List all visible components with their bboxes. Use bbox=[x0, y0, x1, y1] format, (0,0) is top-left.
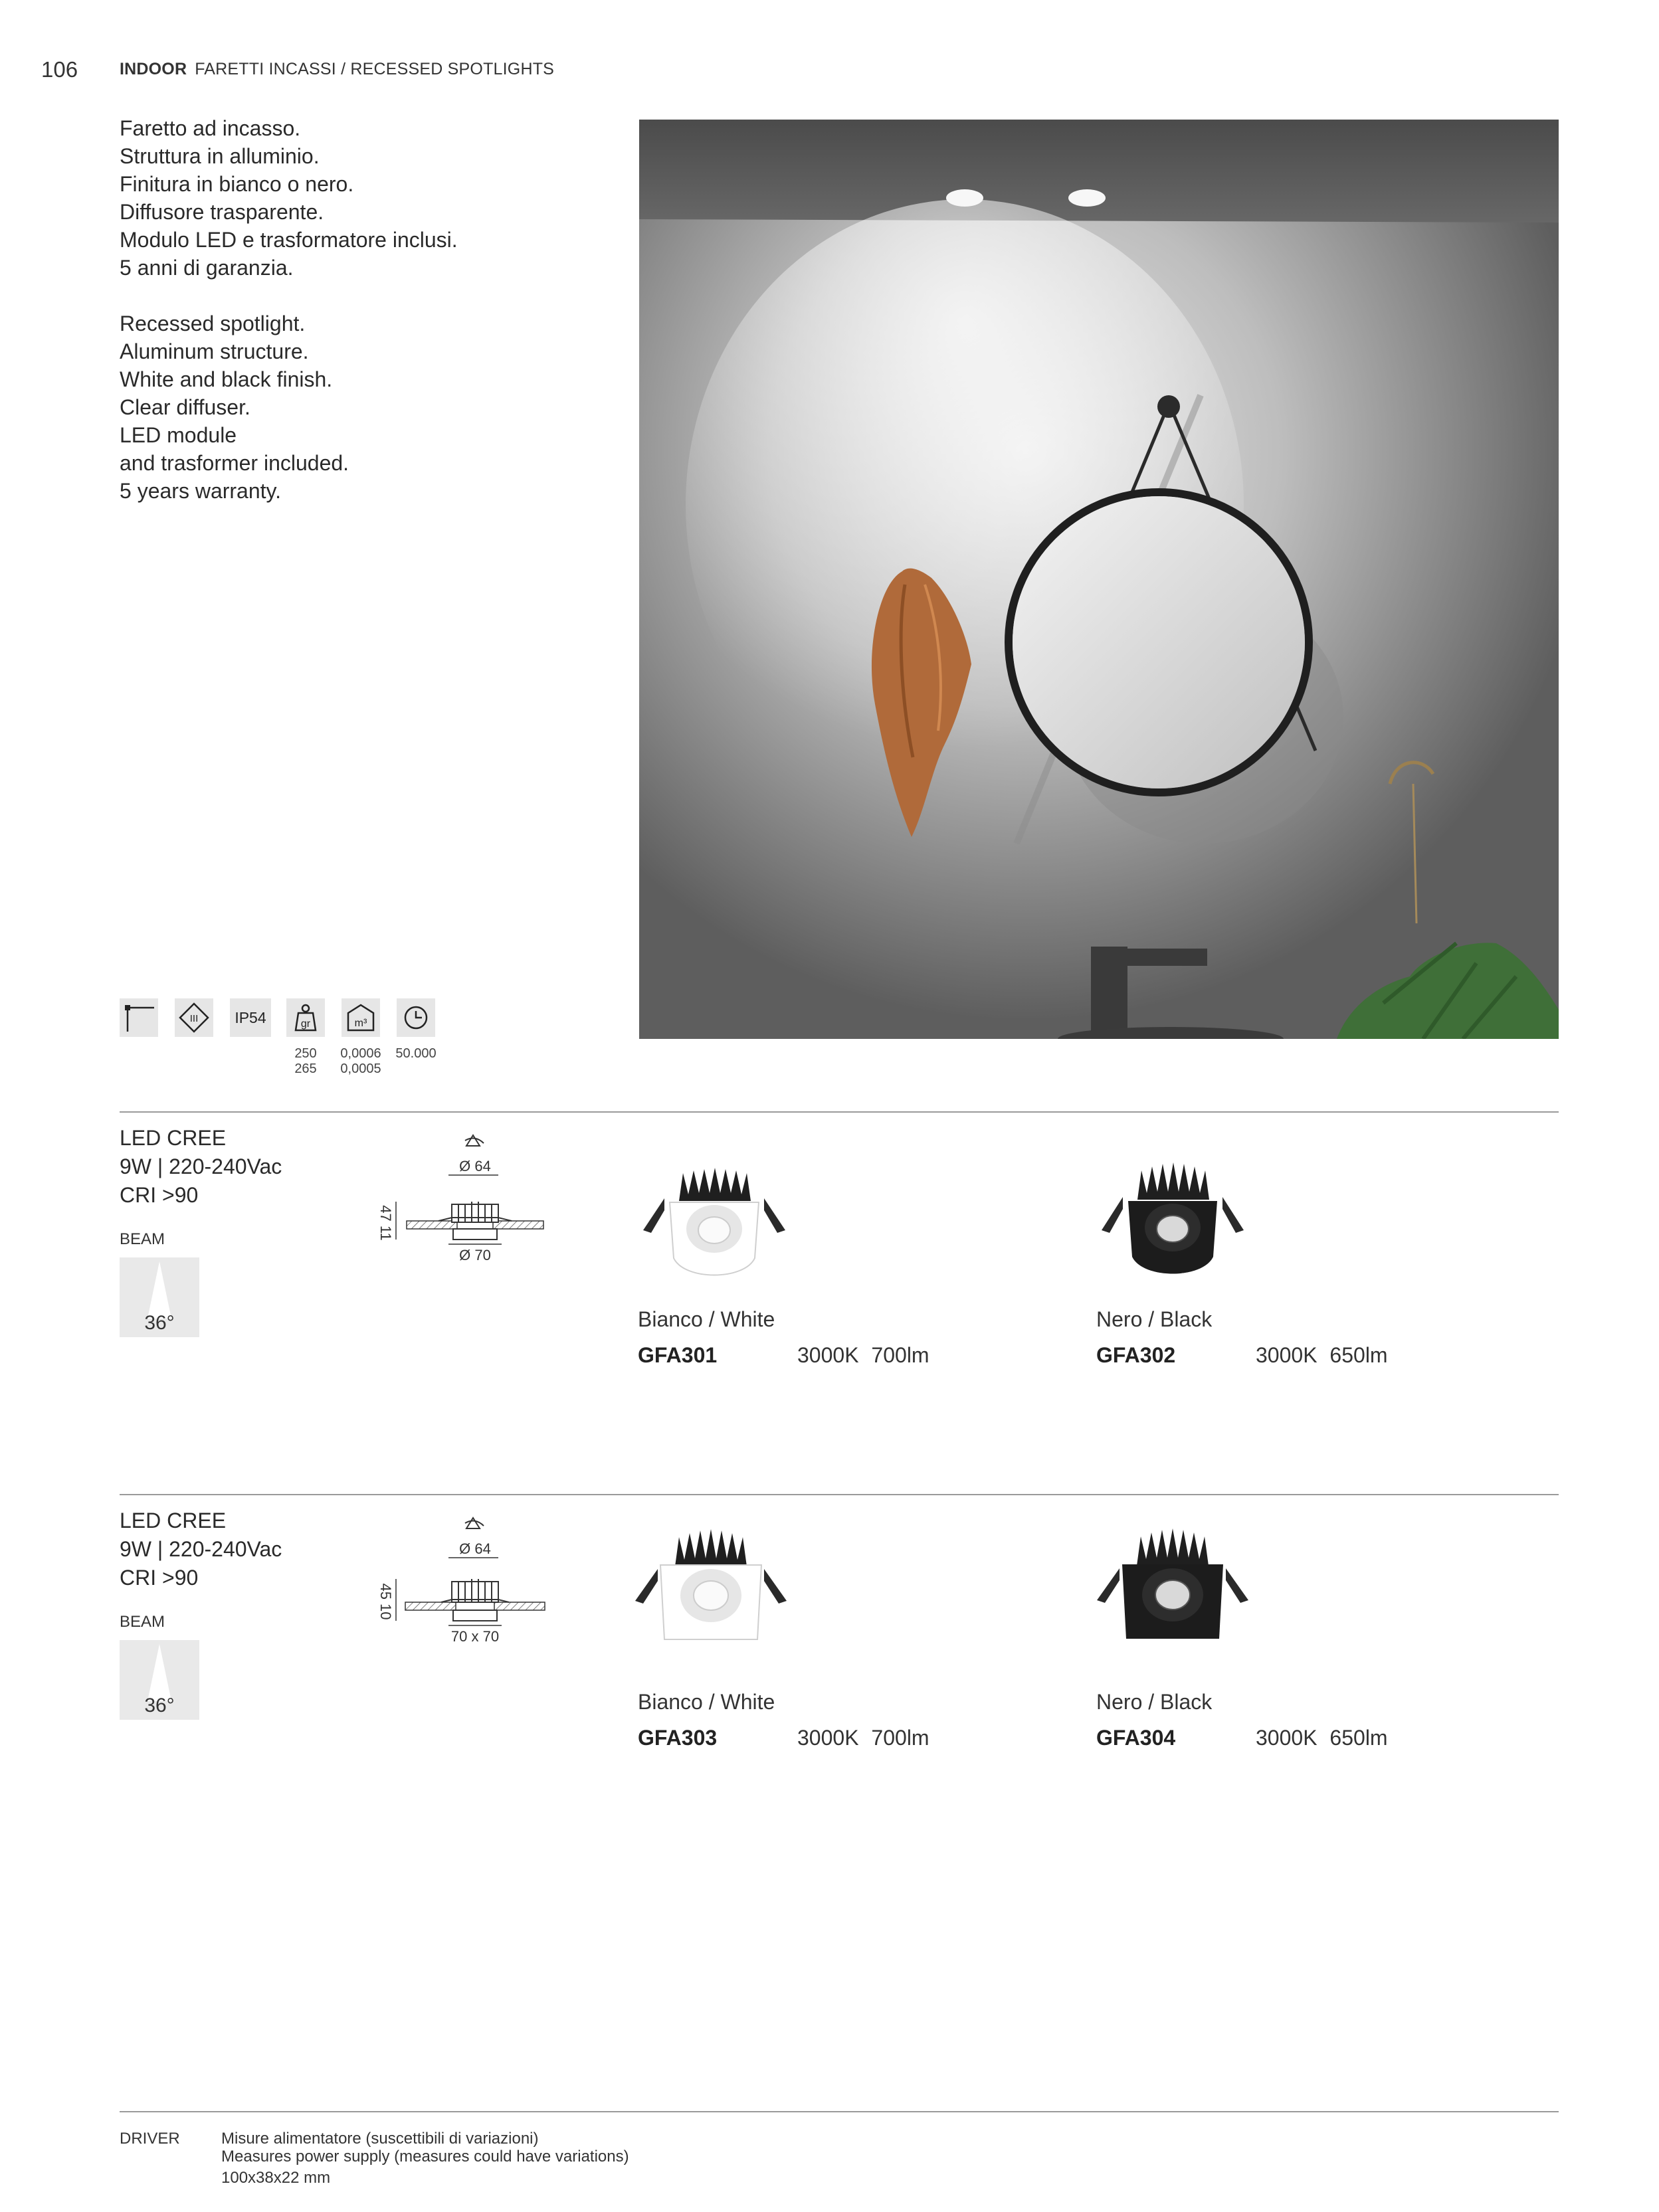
product-code: GFA302 bbox=[1096, 1343, 1176, 1367]
desc-en-line: 5 years warranty. bbox=[120, 479, 282, 503]
volume-values: 0,0006 0,0005 bbox=[340, 1046, 381, 1076]
desc-en-line: and trasformer included. bbox=[120, 451, 349, 475]
height-dimensions: 47 11 bbox=[377, 1205, 394, 1241]
section-divider bbox=[120, 2111, 1559, 2112]
desc-en-line: Recessed spotlight. bbox=[120, 312, 306, 335]
section-divider bbox=[120, 1494, 1559, 1495]
desc-it-line: Diffusore trasparente. bbox=[120, 200, 324, 224]
beam-label: BEAM bbox=[120, 1230, 165, 1248]
category-label: FARETTI INCASSI / RECESSED SPOTLIGHTS bbox=[195, 60, 555, 78]
product-code: GFA304 bbox=[1096, 1726, 1176, 1750]
desc-it-line: Faretto ad incasso. bbox=[120, 116, 301, 140]
spec-line: 9W | 220-240Vac bbox=[120, 1537, 282, 1561]
product-code: GFA303 bbox=[638, 1726, 718, 1750]
variant-specs: 3000K 700lm bbox=[797, 1726, 929, 1750]
breadcrumb bbox=[120, 60, 554, 79]
technical-drawing bbox=[372, 1133, 565, 1272]
svg-text:III: III bbox=[189, 1013, 199, 1024]
clock-icon bbox=[397, 998, 435, 1037]
desc-en-line: Aluminum structure. bbox=[120, 339, 309, 363]
beam-angle: 36° bbox=[144, 1695, 175, 1716]
desc-it-line: Modulo LED e trasformatore inclusi. bbox=[120, 228, 458, 252]
variant-specs: 3000K 700lm bbox=[797, 1343, 929, 1367]
variant-finish: Nero / Black bbox=[1096, 1690, 1213, 1714]
product-image-white-round bbox=[638, 1164, 791, 1283]
weight-unit-label: gr bbox=[300, 1018, 311, 1030]
variant-specs: 3000K 650lm bbox=[1256, 1726, 1388, 1750]
spec-line: LED CREE bbox=[120, 1509, 227, 1532]
page-number: 106 bbox=[41, 57, 78, 82]
section-label: INDOOR bbox=[120, 60, 187, 78]
spec-line: CRI >90 bbox=[120, 1566, 199, 1590]
product-image-black-round bbox=[1096, 1156, 1249, 1282]
spec-line: CRI >90 bbox=[120, 1183, 199, 1207]
beam-label: BEAM bbox=[120, 1613, 165, 1631]
desc-en-line: LED module bbox=[120, 423, 237, 447]
driver-size: 100x38x22 mm bbox=[221, 2169, 331, 2187]
weight-icon bbox=[286, 998, 325, 1037]
variant-finish: Nero / Black bbox=[1096, 1307, 1213, 1331]
desc-it-line: Struttura in alluminio. bbox=[120, 144, 320, 168]
product-description bbox=[120, 114, 458, 505]
driver-line-it: Misure alimentatore (suscettibili di variazioni) bbox=[221, 2130, 539, 2148]
driver-line-en: Measures power supply (measures could have variations) bbox=[221, 2148, 629, 2166]
ip-rating-badge: IP54 bbox=[230, 998, 271, 1037]
cutout-dimension: 70 x 70 bbox=[450, 1628, 500, 1645]
top-diameter: Ø 64 bbox=[459, 1540, 491, 1557]
desc-it-line: 5 anni di garanzia. bbox=[120, 256, 294, 280]
driver-label: DRIVER bbox=[120, 2130, 180, 2148]
volume-unit-label: m³ bbox=[354, 1018, 367, 1029]
product-spec bbox=[120, 1124, 282, 1210]
class-iii-icon bbox=[175, 998, 213, 1037]
variant-finish: Bianco / White bbox=[638, 1690, 775, 1714]
tilt-icon bbox=[466, 1135, 480, 1146]
recessed-mount-icon bbox=[120, 998, 158, 1037]
technical-drawing bbox=[372, 1515, 565, 1655]
cutout-dimension: Ø 70 bbox=[459, 1247, 491, 1263]
desc-it-line: Finitura in bianco o nero. bbox=[120, 172, 354, 196]
section-divider bbox=[120, 1111, 1559, 1113]
beam-angle: 36° bbox=[144, 1312, 175, 1334]
product-code: GFA301 bbox=[638, 1343, 718, 1367]
top-diameter: Ø 64 bbox=[459, 1158, 491, 1174]
spec-line: LED CREE bbox=[120, 1126, 227, 1150]
driver-info bbox=[221, 2130, 629, 2187]
variant-specs: 3000K 650lm bbox=[1256, 1343, 1388, 1367]
lifetime-value: 50.000 bbox=[395, 1046, 437, 1061]
desc-en-line: Clear diffuser. bbox=[120, 395, 250, 419]
ambient-photo bbox=[639, 120, 1559, 1039]
desc-en-line: White and black finish. bbox=[120, 367, 333, 391]
product-image-white-square bbox=[631, 1521, 791, 1647]
beam-angle-box bbox=[120, 1640, 199, 1720]
spec-line: 9W | 220-240Vac bbox=[120, 1154, 282, 1178]
height-dimensions: 45 10 bbox=[377, 1583, 394, 1620]
volume-icon bbox=[342, 998, 380, 1037]
weight-values: 250 265 bbox=[294, 1046, 317, 1076]
beam-angle-box bbox=[120, 1257, 199, 1337]
product-spec bbox=[120, 1507, 282, 1592]
tilt-icon bbox=[466, 1518, 480, 1528]
product-image-black-square bbox=[1093, 1518, 1252, 1647]
variant-finish: Bianco / White bbox=[638, 1307, 775, 1331]
